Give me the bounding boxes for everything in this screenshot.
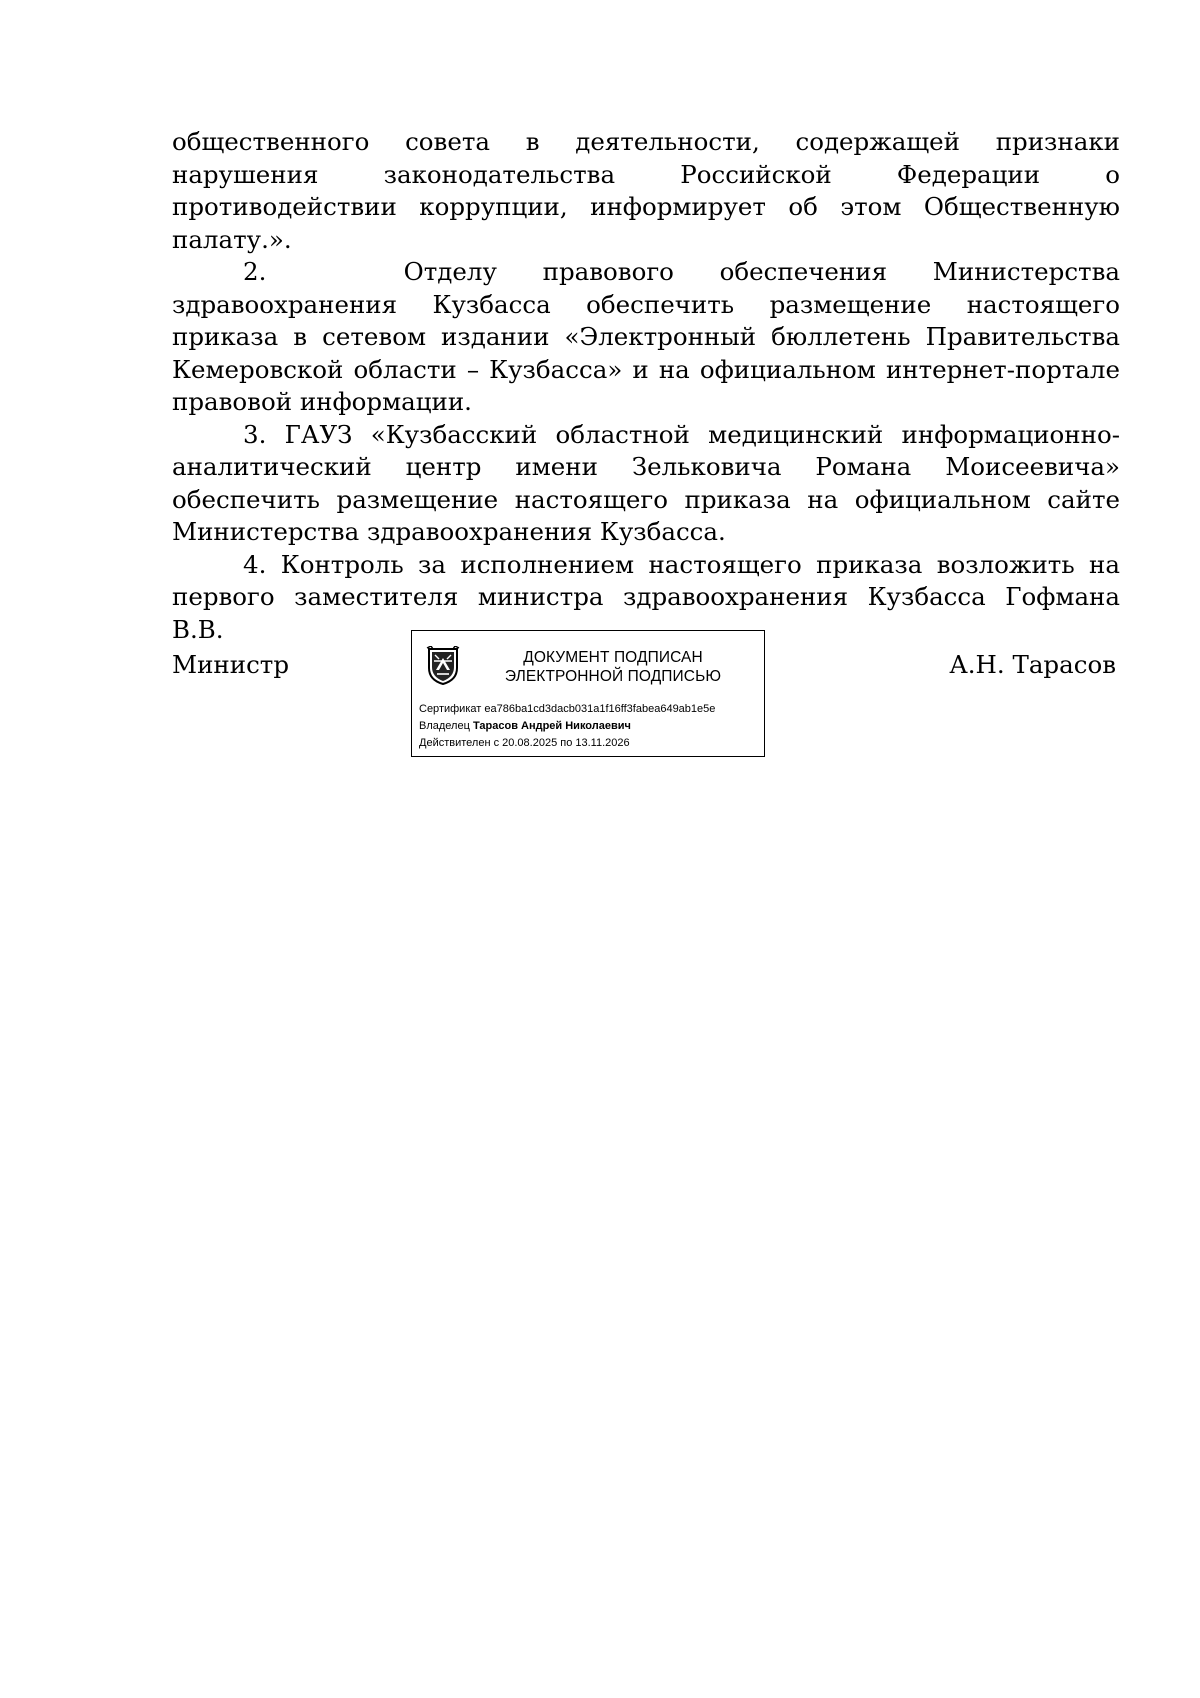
- certificate-label: Сертификат: [419, 703, 482, 715]
- owner-label: Владелец: [419, 720, 470, 732]
- coat-of-arms-icon: [426, 646, 460, 686]
- stamp-validity-line: Действителен с 20.08.2025 по 13.11.2026: [419, 737, 630, 749]
- paragraph-item-2: 2. Отделу правового обеспечения Министерства здравоохранения Кузбасса обеспечить размещение настоящего приказа в сетевом издании «Электронный бюллетень Правительства Кемеровской области – Кузбасса» и на официальном интернет-портале правовой информации.: [172, 257, 1120, 416]
- stamp-heading-line-2: ЭЛЕКТРОННОЙ ПОДПИСЬЮ: [504, 668, 722, 685]
- paragraph-item-3: 3. ГАУЗ «Кузбасский областной медицинский информационно-аналитический центр имени Зельковича Романа Моисеевича» обеспечить размещение настоящего приказа на официальном сайте Министерства здравоохранения Кузбасса.: [172, 419, 1120, 546]
- electronic-signature-stamp: [411, 630, 765, 757]
- stamp-heading: [472, 648, 754, 686]
- paragraph-item-4: 4. Контроль за исполнением настоящего приказа возложить на первого заместителя министра здравоохранения Кузбасса Гофмана В.В.: [172, 549, 1120, 644]
- signature-block: [172, 630, 1120, 760]
- signatory-title: Министр: [172, 650, 290, 679]
- stamp-owner-line: [419, 718, 761, 735]
- document-body: [172, 126, 1120, 646]
- paragraph-continuation: общественного совета в деятельности, содержащей признаки нарушения законодательства Российской Федерации о противодействии коррупции, информирует об этом Общественную палату.».: [172, 127, 1120, 254]
- owner-value: Тарасов Андрей Николаевич: [472, 720, 631, 732]
- certificate-value: ea786ba1cd3dacb031a1f16ff3fabea649ab1e5e: [484, 703, 716, 715]
- stamp-details: [419, 701, 761, 752]
- signatory-name: А.Н. Тарасов: [949, 650, 1116, 679]
- stamp-certificate-line: [419, 701, 761, 718]
- stamp-heading-line-1: ДОКУМЕНТ ПОДПИСАН: [523, 649, 703, 666]
